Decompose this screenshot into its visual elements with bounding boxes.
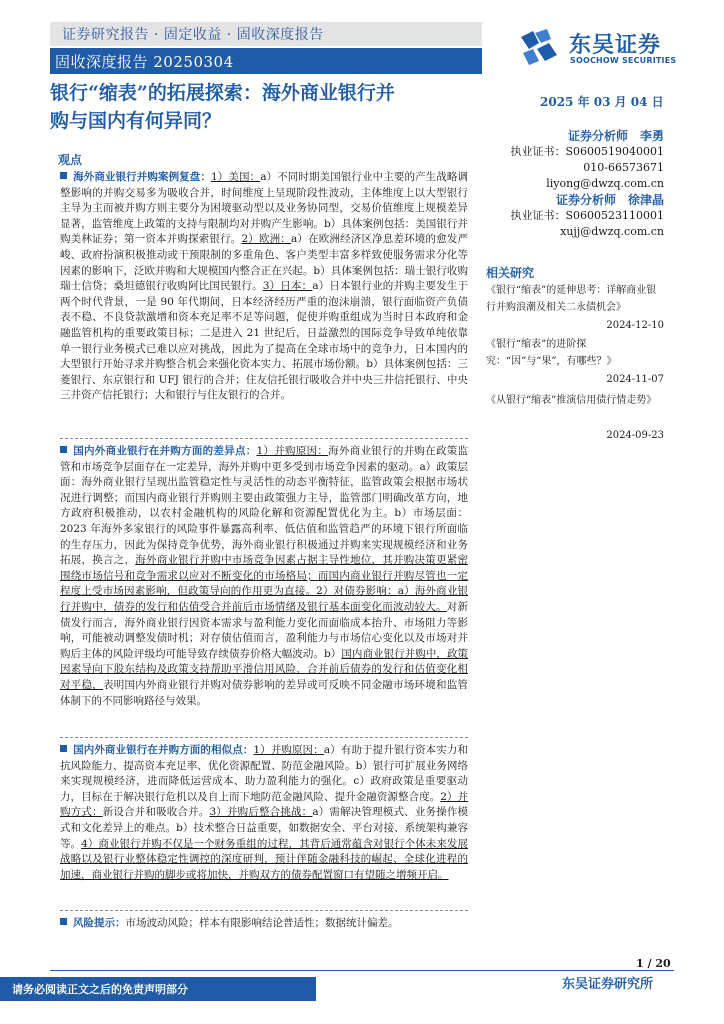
para-segment: 新设合并和吸收合并。 <box>102 806 210 819</box>
para-segment: 2）欧洲： <box>241 233 291 246</box>
para-segment: 2）对债券影响： <box>316 585 398 598</box>
related-item-3[interactable]: 《从银行“缩表”推演信用债行情走势》 <box>486 395 657 406</box>
para-segment: a）有助于提升银行资本实力和抗风险能力、提高资本充足率、优化资源配置、防范金融风险。b）银行可扩展业务网络来实现规模经济，进而降低运营成本、助力盈利能力的强化。c）政府政策是重要驱动力，目标在于解决银行危机以及自上而下地防范金融风险、提升金融资源整合度。 <box>60 744 469 803</box>
analyst-2-name: 证券分析师 徐津晶 <box>555 193 664 207</box>
para-segment: a）日本银行业的并购主要发生于两个时代背景，一是 90 年代期间，日本经济经历严重的泡沫崩溃，银行面临资产负债表不稳、不良贷款激增和资本充足率不足等问题，促使并购重组成为当时日本政府和金融监管机构的重要政策目标；二是进入 21 世纪后，日益激烈的国际竞争导致单纯依靠单一银行业务模式已难以应对挑战，因此为了提高在全球市场中的竞争力，日本国内的大型银行开始寻求并购整合机会来强化资本实力、拓展市场份额。b）具体案例包括：三菱银行、东京银行和 UFJ 银行的合并；住友信托银行吸收合并中央三井信托银行、中央三井资产信托银行；大和银行与住友银行的合并。 <box>60 280 468 402</box>
page-number: 1 / 20 <box>636 957 671 970</box>
analyst-1-phone: 010-66573671 <box>583 161 664 174</box>
analyst-1-cert: 执业证书：S0600519040001 <box>510 145 664 158</box>
related-item-1-date: 2024-12-10 <box>606 320 664 331</box>
para-segment: 3）日本： <box>262 280 313 293</box>
para-risk <box>60 916 468 932</box>
para-overseas-cases <box>60 170 468 404</box>
brand-name-en: SOOCHOW SECURITIES <box>570 56 677 65</box>
para-segment: 国内商业银行并购中，政策因素导向下股东结构及政策支持帮助平滑信用风险，合并前后债券的发行和估值变化相对平稳， <box>60 647 468 691</box>
para-segment: a）海外商业银行并购中，债券的发行和估值受合并前后市场情绪及银行基本面变化而波动较大。 <box>60 585 468 613</box>
para-head: 国内外商业银行在并购方面的相似点： <box>73 744 254 756</box>
report-title-line-1: 银行“缩表”的拓展探索：海外商业银行并 <box>50 82 395 104</box>
analyst-2-cert: 执业证书：S0600523110001 <box>510 209 664 222</box>
header-category: 证券研究报告 · 固定收益 · 固收深度报告 <box>62 27 324 43</box>
footer-disclaimer[interactable]: 请务必阅读正文之后的免责声明部分 <box>12 983 188 996</box>
bullet-square-icon <box>60 745 67 752</box>
para-segment: 1）并购原因： <box>253 744 324 756</box>
para-segment: a）不同时期美国银行业中主要的产生战略调整影响的并购交易多为吸收合并，时间维度上呈现阶段性波动，主体维度上以大型银行主导为主而被并购方则主要分为困境驱动型以及业务协同型，交易价值维度上规模差异显著，监管维度上政策的支持与限制均对并购产生影响。b）具体案例包括：美国银行并购美林证券；第一资本并购探索银行。 <box>60 171 469 246</box>
para-head: 风险提示： <box>73 917 126 929</box>
para-segment: 1）美国： <box>211 171 261 183</box>
para-segment: 2）并购方式： <box>60 790 469 819</box>
related-research-title: 相关研究 <box>486 266 535 280</box>
para-similarities <box>60 743 468 883</box>
para-segment: 海外商业银行并购中市场竞争因素占据主导性地位，其并购决策更紧密围绕市场信号和竞争需求以应对不断变化的市场格局；而国内商业银行并购尽管也一定程度上受市场因素影响，但政策导向的作用更为直接。 <box>60 554 468 598</box>
report-id: 固收深度报告 20250304 <box>55 53 234 71</box>
analyst-2-email[interactable]: xujj@dwzq.com.cn <box>560 225 664 238</box>
para-segment: a）需解决管理模式、业务操作模式和文化差异上的难点。b）技术整合日益重要，如数据安全、平台对接、系统架构兼容等。 <box>60 806 469 850</box>
para-segment: 对新债发行而言，海外商业银行因资本需求与盈利能力变化而面临成本抬升、市场阻力等影响，可能被动调整发债时机；对存债估值而言，盈利能力与市场信心变化以及市场对并购后主体的风险评级均可能导致存续债券价格大幅波动。b） <box>60 600 469 660</box>
report-title <box>50 79 490 135</box>
separator-1 <box>60 438 468 439</box>
separator-2 <box>60 737 468 738</box>
related-item-2-date: 2024-11-07 <box>606 374 664 385</box>
report-title-line-2: 购与国内有何异同？ <box>50 110 222 132</box>
analyst-1 <box>510 128 664 192</box>
related-item-1[interactable]: 《银行“缩表”的延伸思考：详解商业银行并购浪潮及相关二永债机会》 <box>486 285 657 313</box>
brand-logo <box>517 27 677 67</box>
related-item-2[interactable]: 《银行“缩表”的进阶探究：“因”与“果”，有哪些？》 <box>486 339 617 367</box>
section-label: 观点 <box>58 153 83 167</box>
para-differences <box>60 444 468 709</box>
footer-org: 东吴证券研究所 <box>562 977 654 992</box>
brand-logo-icon <box>517 27 561 67</box>
bullet-square-icon <box>60 918 67 925</box>
separator-3 <box>60 910 468 911</box>
para-segment: 海外商业银行的并购在政策监管和市场竞争层面存在一定差异，海外并购中更多受到市场竞争因素的驱动。a）政策层面：海外商业银行呈现出监管稳定性与灵活性的动态平衡特征，监管政策会根据市场状况进行调整；而国内商业银行并购则主要由政策强力主导，监管部门明确改革方向，地方政府积极推动，以农村金融机构的风险化解和资源配置优化为主。b）市场层面：2023 年海外多家银行的风险事件暴露高利率、低估值和监管趋严的环境下银行所面临的生存压力，因此为保持竞争优势，海外商业银行积极通过并购来实现规模经济和业务拓展，换言之， <box>60 445 469 567</box>
related-item-3-date: 2024-09-23 <box>606 430 664 441</box>
brand-name-cn: 东吴证券 <box>569 33 662 58</box>
para-head: 国内外商业银行在并购方面的差异点： <box>73 445 257 457</box>
analyst-2 <box>510 192 664 240</box>
para-segment: a）在欧洲经济区净息差环境的愈发严峻、政府扮演积极推动或干预限制的多重角色、客户类型丰富多样致使服务需求分化等因素的影响下，泛欧并购和大规模国内整合正在兴起。b）具体案例包括：瑞士银行收购瑞士信贷；桑坦德银行收购阿比国民银行。 <box>60 233 469 293</box>
para-head: 海外商业银行并购案例复盘： <box>73 171 211 183</box>
para-segment: 4）商业银行并购不仅是一个财务重组的过程，其背后通常蕴含对银行个体未来发展战略以及银行业整体稳定性调控的深度研判，预计伴随金融科技的崛起、全球化进程的加速，商业银行并购的脚步或将加快，并购双方的债券配置窗口有望随之增频开启。 <box>60 837 468 881</box>
para-segment: 1）并购原因： <box>256 445 329 457</box>
footer-rule <box>50 970 674 971</box>
analyst-1-name: 证券分析师 李勇 <box>567 129 664 143</box>
para-segment: 表明国内外商业银行并购对债券影响的差异或可反映不同金融市场环境和监管体制下的不同影响路径与效果。 <box>60 678 469 707</box>
bullet-square-icon <box>60 172 67 179</box>
para-segment: 市场波动风险；样本有限影响结论普适性；数据统计偏差。 <box>125 917 399 929</box>
analyst-1-email[interactable]: liyong@dwzq.com.cn <box>546 177 664 190</box>
report-date: 2025 年 03 月 04 日 <box>540 95 664 109</box>
para-segment: 3）并购后整合挑战： <box>209 806 313 819</box>
bullet-square-icon <box>60 446 67 453</box>
